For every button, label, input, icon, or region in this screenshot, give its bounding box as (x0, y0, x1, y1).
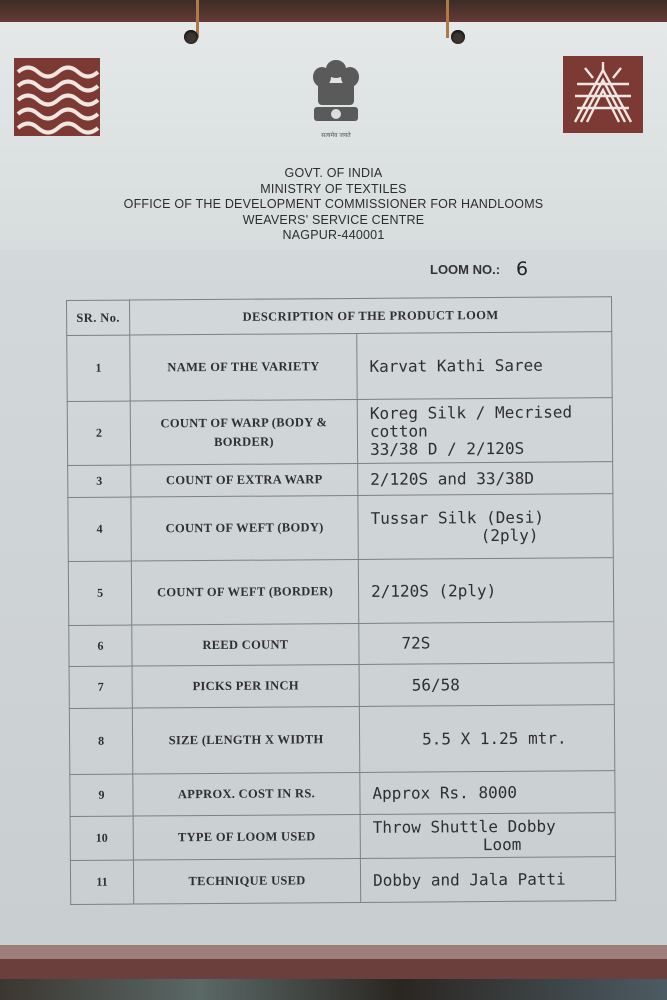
row-value-line: 2/120S (2ply) (370, 580, 497, 601)
emblem-motto: सत्यमेव जयते (321, 132, 351, 139)
table-row (69, 705, 614, 775)
row-value-line: Throw Shuttle Dobby (372, 816, 556, 837)
row-sr: 5 (68, 561, 131, 625)
punch-hole (184, 30, 198, 44)
office-address (0, 166, 667, 244)
ministry-line: MINISTRY OF TEXTILES (260, 181, 407, 196)
row-value-line: 56/58 (411, 674, 460, 695)
row-value-line: Koreg Silk / Mecrised cotton (369, 401, 573, 441)
national-emblem-icon (306, 55, 366, 143)
row-sr: 9 (70, 774, 133, 816)
govt-line: GOVT. OF INDIA (284, 166, 383, 180)
row-desc: COUNT OF EXTRA WARP (131, 463, 358, 497)
row-sr: 8 (69, 708, 132, 774)
row-value (359, 663, 614, 707)
row-sr: 6 (69, 625, 132, 666)
row-value-line: 5.5 X 1.25 mtr. (422, 728, 567, 749)
handloom-mark-logo-icon (563, 56, 643, 133)
sr-no-header: SR. No. (67, 300, 130, 335)
table-row (68, 494, 613, 562)
punch-hole (451, 30, 465, 44)
bottom-frame (0, 945, 667, 959)
row-value (360, 813, 615, 859)
row-value-line: (2ply) (480, 525, 539, 545)
table-row (69, 663, 614, 709)
handloom-wave-logo-icon (14, 58, 100, 136)
row-value (358, 494, 613, 560)
row-value-line: 2/120S and 33/38D (370, 468, 535, 489)
row-sr: 3 (68, 465, 131, 497)
loom-number-label: LOOM NO.: (430, 262, 501, 277)
row-value (358, 462, 613, 496)
table-row (68, 462, 613, 498)
row-desc: TECHNIQUE USED (133, 858, 360, 904)
row-value-line: 33/38 D / 2/120S (369, 438, 525, 459)
row-value (360, 857, 615, 903)
row-value (360, 771, 615, 815)
table-header-row (67, 297, 612, 336)
table-row (70, 771, 615, 817)
row-desc: APPROX. COST IN RS. (133, 772, 360, 816)
row-value (359, 622, 614, 665)
row-desc: SIZE (LENGTH X WIDTH (132, 706, 359, 774)
row-sr: 2 (67, 401, 130, 465)
row-sr: 7 (69, 666, 132, 708)
bottom-frame-band (0, 959, 667, 979)
row-value-line: Karvat Kathi Saree (369, 355, 543, 376)
bottom-edge (0, 979, 667, 1000)
row-value (357, 398, 612, 464)
row-value-line: Loom (482, 834, 522, 854)
row-desc: PICKS PER INCH (132, 664, 359, 708)
row-sr: 1 (67, 335, 130, 401)
row-value-line: Approx Rs. 8000 (372, 782, 518, 803)
office-line: OFFICE OF THE DEVELOPMENT COMMISSIONER FOR HANDLOOMS (123, 197, 544, 211)
row-desc: TYPE OF LOOM USED (133, 814, 360, 860)
row-desc: REED COUNT (132, 623, 359, 666)
loom-number-value: 6 (516, 258, 529, 280)
row-value (358, 558, 613, 624)
row-sr: 4 (68, 497, 131, 561)
table-row (67, 332, 612, 402)
row-value-line: Dobby and Jala Patti (372, 869, 566, 890)
row-value (359, 705, 614, 773)
row-value-line: Tussar Silk (Desi) (370, 507, 544, 528)
centre-line: WEAVERS' SERVICE CENTRE (242, 212, 425, 227)
row-sr: 11 (70, 860, 133, 904)
row-sr: 10 (70, 816, 133, 860)
city-line: NAGPUR-440001 (282, 228, 385, 242)
table-row (68, 558, 613, 626)
hanging-string (446, 0, 449, 38)
row-value-line: 72S (401, 633, 431, 653)
row-desc: COUNT OF WARP (BODY & BORDER) (130, 399, 357, 465)
product-loom-table (66, 296, 616, 905)
row-desc: COUNT OF WEFT (BORDER) (131, 559, 358, 625)
table-row (67, 398, 612, 466)
row-desc: COUNT OF WEFT (BODY) (131, 495, 358, 561)
row-value (357, 332, 612, 400)
table-row (70, 813, 615, 861)
description-header: DESCRIPTION OF THE PRODUCT LOOM (130, 297, 612, 335)
table-row (70, 857, 615, 905)
table-row (69, 622, 614, 667)
row-desc: NAME OF THE VARIETY (130, 333, 357, 401)
